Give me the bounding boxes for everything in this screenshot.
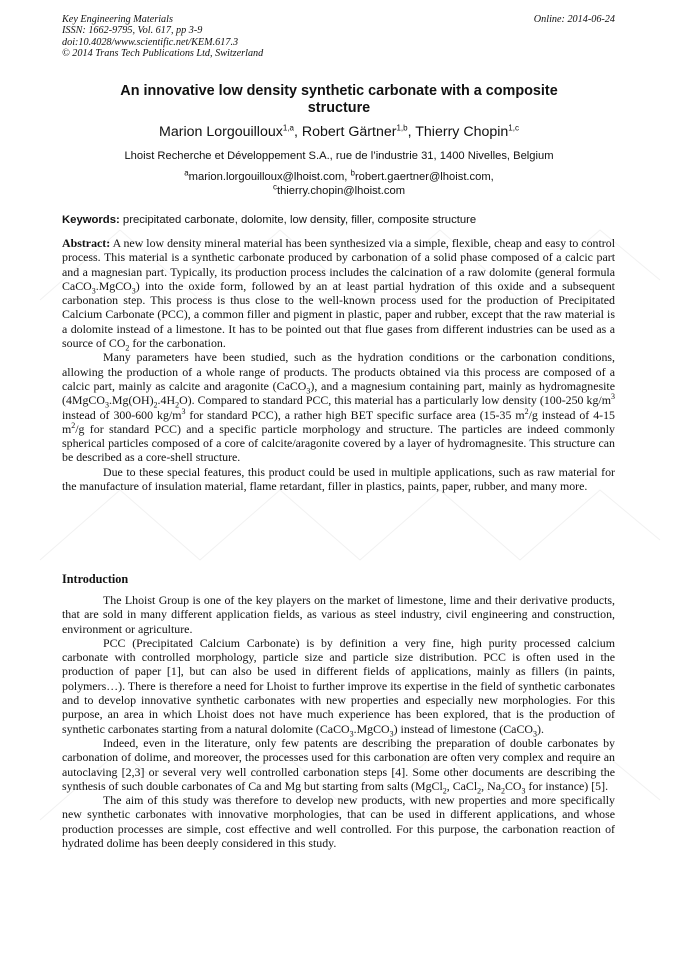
abstract-paragraph: Abstract: A new low density mineral material has been synthesized via a simple, flexible, cheap and easy to control process. This material is a synthetic carbonate produced by carbonation of a solid phase composed of a calcic part and a magnesian part. Typically, its production process includes the calcination of a raw dolomite (general formula CaCO$_3$.MgCO$_3$) into the oxide form, followed by an at least partial hydration of this oxide and a subsequent carbonation step. This process is thus close to the well-known process used for the production of Precipitated Calcium Carbonate (PCC), a common filler and pigment in plastic, paper and rubber, except that the raw material is a dolomite instead of a limestone. It has to be pointed out that flue gases from different industries can be used as a source of $CO_2$ for the carbonation. <box>62 236 615 353</box>
journal-doi: doi:10.4028/www.scientific.net/KEM.617.3 <box>62 36 239 48</box>
author-name: Marion Lorgouilloux <box>159 124 283 140</box>
abstract-paragraph: Many parameters have been studied, such as the hydration conditions or the carbonation conditions, allowing the production of a whole range of products. The products obtained via this process are composed of a calcic part, mainly as calcite and aragonite (CaCO$_3$), and a magnesium containing part, mainly as hydromagnesite $(4MgCO_3.Mg(OH)_2.4H_2O)$. Compared to standard PCC, this material has a particularly low density (100-250 $kg/m^3$ instead of 300-600 $kg/m^3$ for standard PCC), a rather high BET specific surface area (15-35 $m^2/g$ instead of 4-15 $m^2/g$ for standard PCC) and a specific particle morphology and structure. The particles are indeed commonly spherical particles composed of a core of calcite/aragonite covered by a layer of hydromagnesite. This structure can be described as a core-shell structure. <box>62 350 615 465</box>
author-name: Robert Gärtner <box>301 124 397 140</box>
intro-paragraph: PCC (Precipitated Calcium Carbonate) is by definition a very fine, high purity processed calcium carbonate with controlled morphology, particle size and particle size distribution. PCC is often used in the production of paper [1], but can also be used in different fields of applications, mainly as fillers (in paints, polymers…). There is therefore a need for Lhoist to further improve its expertise in the field of synthetic carbonates and to develop innovative synthetic carbonates with new properties and especially new morphologies. For this purpose, an area in which Lhoist does not have much experience has been explored, that is the production of synthetic carbonates starting from a natural dolomite (CaCO$_3$.MgCO$_3$) instead of limestone (CaCO$_3$). <box>62 635 615 739</box>
keywords-label: Keywords: <box>62 214 120 226</box>
section-heading-introduction: Introduction <box>62 572 129 586</box>
keywords <box>62 213 622 227</box>
journal-info <box>62 14 263 60</box>
journal-issn: ISSN: 1662-9795, Vol. 617, pp 3-9 <box>62 25 203 37</box>
abstract-section <box>62 236 615 493</box>
email-link[interactable]: robert.gaertner@lhoist.com, <box>354 171 494 183</box>
email-mark: a <box>184 168 189 178</box>
author-emails <box>62 170 616 198</box>
journal-name: Key Engineering Materials <box>62 14 173 25</box>
introduction-section <box>62 593 615 850</box>
email-line-1 <box>62 170 616 184</box>
intro-paragraph: Indeed, even in the literature, only few patents are describing the preparation of double carbonates by carbonation of dolime, and moreover, the processes used for this carbonation are often very complex and require an autoclaving [2,3] or several very well controlled carbonation steps [4]. Some other documents are describing the synthesis of such double carbonates of Ca and Mg but starting from salts (MgCl$_2$, CaCl$_2$, $Na_2CO_3$ for instance) [5]. <box>62 735 615 796</box>
author-affiliation-mark: 1,a <box>282 123 294 133</box>
intro-paragraph: The Lhoist Group is one of the key players on the market of limestone, lime and their derivative products, that are sold in many different application fields, as various as steel industry, civil engineering and construction, environment or agriculture. <box>62 593 615 636</box>
author-name: Thierry Chopin <box>415 124 509 140</box>
email-link[interactable]: marion.lorgouilloux@lhoist.com, <box>188 171 348 183</box>
journal-copyright: © 2014 Trans Tech Publications Ltd, Switzerland <box>62 48 264 60</box>
email-link[interactable]: thierry.chopin@lhoist.com <box>276 185 406 197</box>
email-mark: b <box>350 168 355 178</box>
title-line-2: structure <box>307 100 371 116</box>
email-mark: c <box>272 182 277 192</box>
paper-title <box>62 83 616 117</box>
abstract-label: Abstract: <box>62 236 111 250</box>
abstract-paragraph: Due to these special features, this product could be used in multiple applications, such as raw material for the manufacture of insulation material, flame retardant, filler in plastics, paints, paper, rubber, and many more. <box>62 464 615 494</box>
affiliation: Lhoist Recherche et Développement S.A., rue de l’industrie 31, 1400 Nivelles, Belgium <box>124 150 554 162</box>
online-date: Online: 2014-06-24 <box>533 14 615 25</box>
keywords-text: precipitated carbonate, dolomite, low density, filler, composite structure <box>122 214 477 226</box>
email-line-2 <box>62 184 616 198</box>
intro-paragraph: The aim of this study was therefore to develop new products, with new properties and more specifically new synthetic carbonates with innovative morphologies, that can be used in different applications, and whose production processes are simple, cost effective and well controlled. For this purpose, the carbonation reaction of hydrated dolime has been deeply considered in this study. <box>62 793 615 851</box>
author-affiliation-mark: 1,b <box>396 123 408 133</box>
title-line-1: An innovative low density synthetic carbonate with a composite <box>120 83 558 99</box>
author-affiliation-mark: 1,c <box>508 123 519 133</box>
author-list: Marion Lorgouilloux$^{1,a}$, Robert Gärtner$^{1,b}$, Thierry Chopin$^{1,c}$ <box>159 123 519 140</box>
